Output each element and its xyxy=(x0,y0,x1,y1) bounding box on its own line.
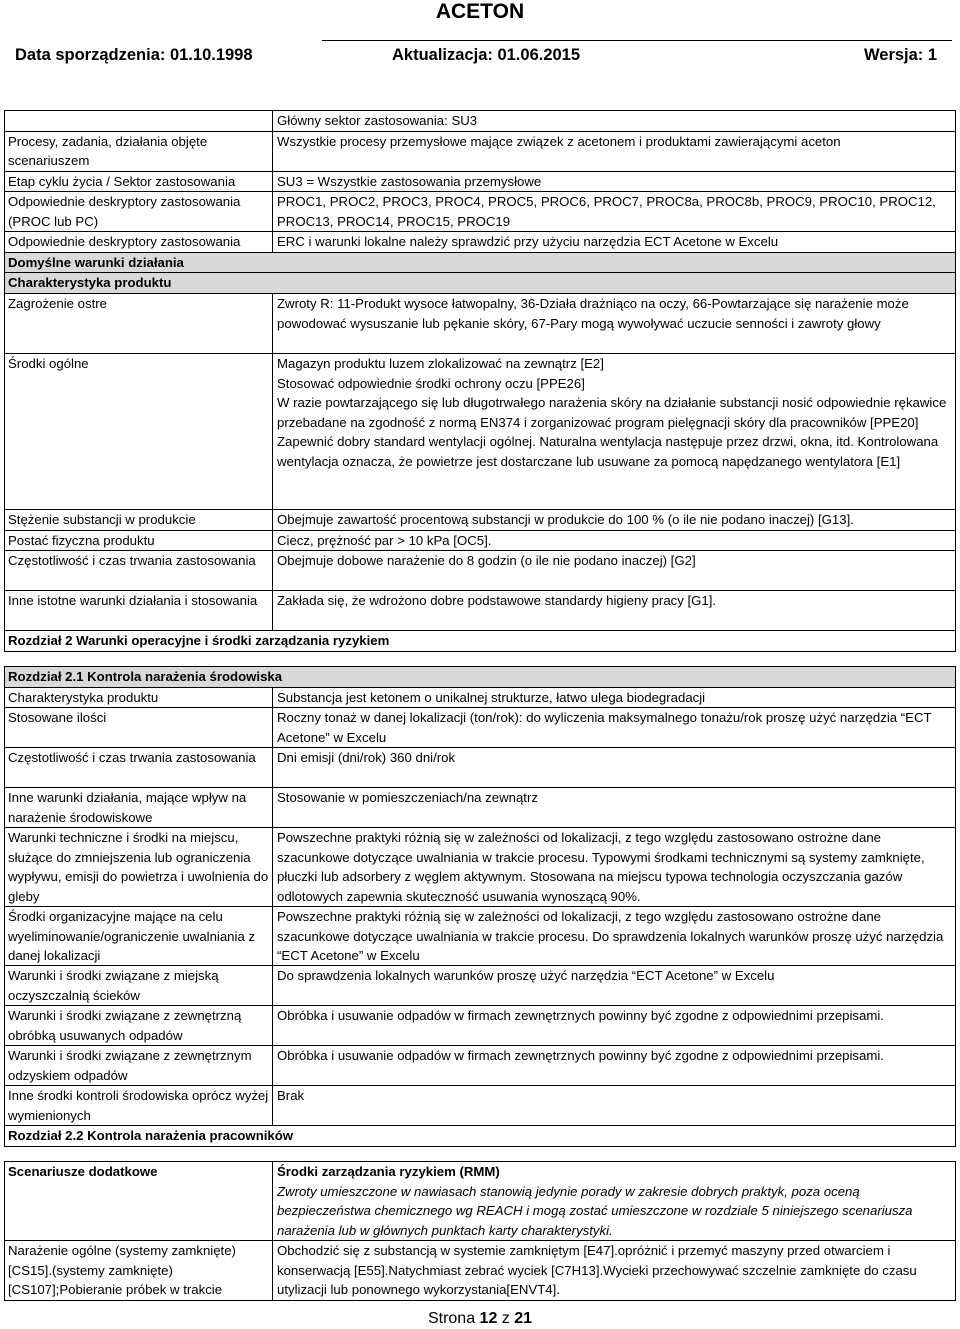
general-measures: Magazyn produktu luzem zlokalizować na zewnątrz [E2] Stosować odpowiednie środki ochrony oczu [PPE26] W razie powtarzającego się lub długotrwałego narażenia skóry na działanie substancji nosić odpowiednie rękawice przebadane na zgodność z normą EN374 i zorganizować program pielęgnacji skóry dla pracowników [PPE20] Zapewnić dobry standard wentylacji ogólnej. Naturalna wentylacja następuje przez drzwi, okna, itd. Kontrolowana wentylacja oznacza, że powietrze jest dostarczane lub usuwane za pomocą napędzanego wentylatora [E1] xyxy=(277,355,947,469)
update-date: Aktualizacja: 01.06.2015 xyxy=(392,46,581,64)
row-label: Charakterystyka produktu xyxy=(5,688,273,708)
row-value: PROC1, PROC2, PROC3, PROC4, PROC5, PROC6, PROC7, PROC8a, PROC8b, PROC9, PROC10, PROC12, PROC13, PROC14, PROC15, PROC19 xyxy=(277,194,936,229)
row-label: Stężenie substancji w produkcie xyxy=(5,510,273,530)
row-label: Inne środki kontroli środowiska oprócz wyżej wymienionych xyxy=(5,1086,273,1125)
row-value: Substancja jest ketonem o unikalnej strukturze, łatwo ulega biodegradacji xyxy=(277,689,706,705)
additional-scenarios-header: Scenariusze dodatkowe xyxy=(5,1162,273,1240)
table-row xyxy=(5,231,955,252)
row-label: Inne warunki działania, mające wpływ na narażenie środowiskowe xyxy=(5,788,273,827)
row-value: Obróbka i usuwanie odpadów w firmach zewnętrznych powinny być zgodne z odpowiednimi przepisami. xyxy=(277,1048,884,1064)
table-row xyxy=(5,965,955,1005)
row-value: Dni emisji (dni/rok) 360 dni/rok xyxy=(277,750,456,766)
table-row xyxy=(5,787,955,827)
table-row xyxy=(5,747,955,787)
table-row xyxy=(5,590,955,630)
row-value: Zwroty R: 11-Produkt wysoce łatwopalny, 36-Działa drażniąco na oczy, 66-Powtarzające się narażenie może powodować wysuszanie lub pękanie skóry, 67-Pary mogą wywoływać uczucie senności i zawroty głowy xyxy=(277,295,909,331)
table-row xyxy=(5,131,955,171)
row-label: Zagrożenie ostre xyxy=(5,294,273,353)
creation-date: Data sporządzenia: 01.10.1998 xyxy=(15,46,253,64)
table-row xyxy=(5,171,955,192)
table-row xyxy=(5,191,955,231)
row-label: Środki organizacyjne mające na celu wyeliminowanie/ograniczenie uwalniania z danej lokalizacji xyxy=(5,907,273,965)
row-label: Warunki i środki związane z zewnętrzną obróbką usuwanych odpadów xyxy=(5,1006,273,1045)
table-row xyxy=(5,1240,955,1300)
row-label: Postać fizyczna produktu xyxy=(5,531,273,551)
row-value: Obejmuje dobowe narażenie do 8 godzin (o ile nie podano inaczej) [G2] xyxy=(277,553,696,569)
table-row xyxy=(5,530,955,551)
page-number: Strona 12 z 21 xyxy=(427,1310,533,1327)
row-label: Inne istotne warunki działania i stosowania xyxy=(5,591,273,630)
table-row xyxy=(5,1045,955,1085)
row-label: Częstotliwość i czas trwania zastosowania xyxy=(5,551,273,590)
row-label: Warunki i środki związane z zewnętrznym odzyskiem odpadów xyxy=(5,1046,273,1085)
row-value: Powszechne praktyki różnią się w zależności od lokalizacji, z tego względu zastosowano ostrożne dane szacunkowe dotyczące uwalniania w trakcie procesu. Do sprawdzenia lokalnych warunków proszę użyć narzędzia “ECT Acetone” w Excelu xyxy=(277,909,944,964)
section-heading: Rozdział 2.1 Kontrola narażenia środowiska xyxy=(5,667,955,687)
table-row xyxy=(5,353,955,509)
row-label: Warunki i środki związane z miejską oczyszczalnią ścieków xyxy=(5,966,273,1005)
row-label: Etap cyklu życia / Sektor zastosowania xyxy=(5,172,273,192)
row-value: Brak xyxy=(277,1088,305,1104)
rmm-header: Środki zarządzania ryzykiem (RMM) Zwroty umieszczone w nawiasach stanowią jedynie porady w zakresie dobrych praktyk, poza oceną bezpieczeństwa chemicznego wg REACH i mogą zostać umieszczone w rozdziale 5 niniejszego scenariusza narażenia lub w głównych punktach karty charakterystyki. xyxy=(277,1164,913,1238)
row-value: Zakłada się, że wdrożono dobre podstawowe standardy higieny pracy [G1]. xyxy=(277,593,717,609)
row-label: Stosowane ilości xyxy=(5,708,273,747)
row-value: Obchodzić się z substancją w systemie zamkniętym [E47].opróżnić i przemyć maszyny przed otwarciem i konserwacją [E55].Natychmiast zebrać wyciek [C7H13].Wycieki przechowywać szczelnie zamknięte do czasu utylizacji lub ponownego wykorzystania[ENVT4]. xyxy=(277,1243,917,1298)
row-value: Obejmuje zawartość procentową substancji w produkcie do 100 % (o ile nie podano inaczej) [G13]. xyxy=(277,511,854,527)
section-heading: Rozdział 2 Warunki operacyjne i środki zarządzania ryzykiem xyxy=(5,630,955,651)
exposure-scenario-table xyxy=(4,110,956,652)
table-row xyxy=(5,550,955,590)
row-label: Środki ogólne xyxy=(5,354,273,509)
row-value: ERC i warunki lokalne należy sprawdzić przy użyciu narzędzia ECT Acetone w Excelu xyxy=(277,234,779,250)
table-row xyxy=(5,687,955,708)
section-heading: Charakterystyka produktu xyxy=(5,272,955,293)
row-value: Wszystkie procesy przemysłowe mające związek z acetonem i produktami zawierającymi aceton xyxy=(277,133,841,149)
version: Wersja: 1 xyxy=(864,46,938,64)
worker-exposure-table xyxy=(4,1161,956,1301)
table-row xyxy=(5,509,955,530)
row-value: Ciecz, prężność par > 10 kPa [OC5]. xyxy=(277,532,492,548)
row-value: Powszechne praktyki różnią się w zależności od lokalizacji, z tego względu zastosowano ostrożne dane szacunkowe dotyczące uwalniania w trakcie procesu. Typowymi środkami technicznymi są systemy zamknięte, płuczki lub adsorbery z węglem aktywnym. Stosowana na miejscu typowa technologia oczyszczania gazów odlotowych zapewnia skuteczność usuwania wynoszącą 90%. xyxy=(277,830,925,904)
row-value: Stosowanie w pomieszczeniach/na zewnątrz xyxy=(277,790,538,806)
table-row xyxy=(5,707,955,747)
section-heading: Domyślne warunki działania xyxy=(5,252,955,273)
row-label: Narażenie ogólne (systemy zamknięte) [CS15].(systemy zamknięte) [CS107];Pobieranie próbek w trakcie xyxy=(5,1241,273,1300)
table-row xyxy=(5,827,955,906)
row-label: Częstotliwość i czas trwania zastosowania xyxy=(5,748,273,787)
table-row xyxy=(5,293,955,353)
document-title: ACETON xyxy=(435,0,525,23)
header-divider xyxy=(322,40,952,41)
row-label: Odpowiednie deskryptory zastosowania (PROC lub PC) xyxy=(5,192,273,231)
table-row xyxy=(5,1085,955,1125)
row-value: Do sprawdzenia lokalnych warunków proszę użyć narzędzia “ECT Acetone” w Excelu xyxy=(277,968,775,984)
table-header-row xyxy=(5,1162,955,1240)
row-value: Roczny tonaż w danej lokalizacji (ton/rok): do wyliczenia maksymalnego tonażu/rok proszę użyć narzędzia “ECT Acetone” w Excelu xyxy=(277,710,932,745)
row-value: SU3 = Wszystkie zastosowania przemysłowe xyxy=(277,173,542,189)
row-value: Obróbka i usuwanie odpadów w firmach zewnętrznych powinny być zgodne z odpowiednimi przepisami. xyxy=(277,1008,884,1024)
table-row xyxy=(5,111,955,131)
section-heading: Rozdział 2.2 Kontrola narażenia pracowników xyxy=(5,1125,955,1146)
row-label: Odpowiednie deskryptory zastosowania xyxy=(5,232,273,252)
row-label: Procesy, zadania, działania objęte scenariuszem xyxy=(5,132,273,171)
environment-exposure-table xyxy=(4,666,956,1147)
table-row xyxy=(5,1005,955,1045)
main-sector: Główny sektor zastosowania: SU3 xyxy=(277,113,478,128)
row-label: Warunki techniczne i środki na miejscu, służące do zmniejszenia lub ograniczenia wypływu, emisji do powietrza i uwolnienia do gleby xyxy=(5,828,273,906)
table-row xyxy=(5,906,955,965)
